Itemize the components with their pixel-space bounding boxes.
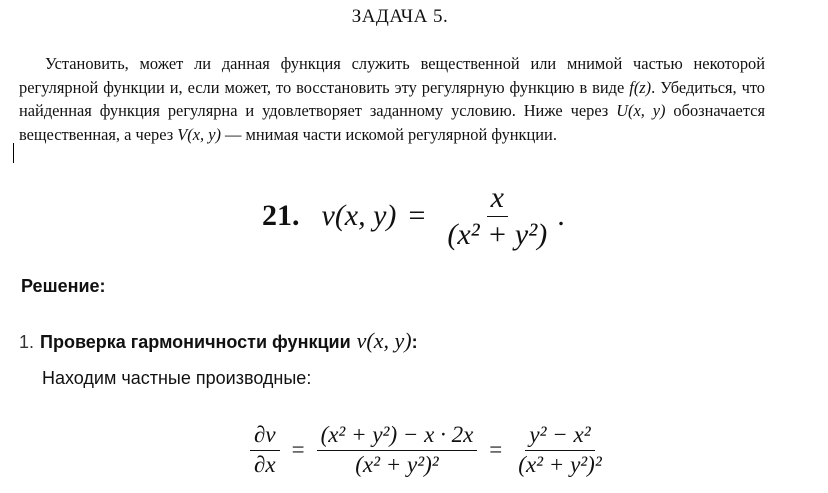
problem-text-3: обозначается вещественная, а через [19,101,765,144]
solution-heading: Решение: [21,276,106,296]
equation-fraction [443,182,551,250]
equals-sign-2: = [489,437,503,462]
equation-number: 21. [262,199,300,232]
equals-sign-1: = [291,437,305,462]
derivative-equation [244,414,612,486]
step-colon: : [411,332,418,352]
problem-text-2: . Убедиться, что найденная функция регулярна и удовлетворяет заданному условию. Ниже через [19,77,765,120]
partial-denominator: ∂x [254,451,276,477]
equation-21 [262,181,565,251]
math-f-z: f(z) [629,77,652,97]
result-denominator: (x² + y²)² [518,451,602,477]
equation-period: . [557,199,565,232]
problem-text-4: — мнимая части искомой регулярной функции. [220,124,557,144]
quotient-rule-fraction [317,423,478,476]
step-index: 1. [19,332,35,352]
equation-lhs: v(x, y) [321,199,397,232]
step-math: v(x, y) [356,328,412,353]
problem-text-1: Установить, может ли данная функция служить вещественной или мнимой частью некоторой регулярной функции и, если может, то восстановить эту регулярную функцию в виде [19,54,765,97]
result-numerator: y² − x² [525,423,594,450]
step-title: Проверка гармоничности функции [40,332,351,352]
equals-sign: = [408,199,426,232]
math-V: V(x, y) [177,124,221,144]
partial-fraction [250,423,280,476]
task-title: ЗАДАЧА 5. [351,6,449,27]
quotient-numerator: (x² + y²) − x · 2x [317,423,478,450]
text-cursor [13,143,14,163]
result-fraction [514,423,605,476]
partial-numerator: ∂v [250,423,280,450]
problem-statement [19,52,765,146]
step-1-heading [19,328,418,354]
math-U: U(x, y) [616,101,666,120]
derivatives-intro: Находим частные производные: [42,368,312,388]
quotient-denominator: (x² + y²)² [355,451,439,477]
fraction-numerator: x [487,182,508,217]
fraction-denominator: (x² + y²) [447,217,548,251]
